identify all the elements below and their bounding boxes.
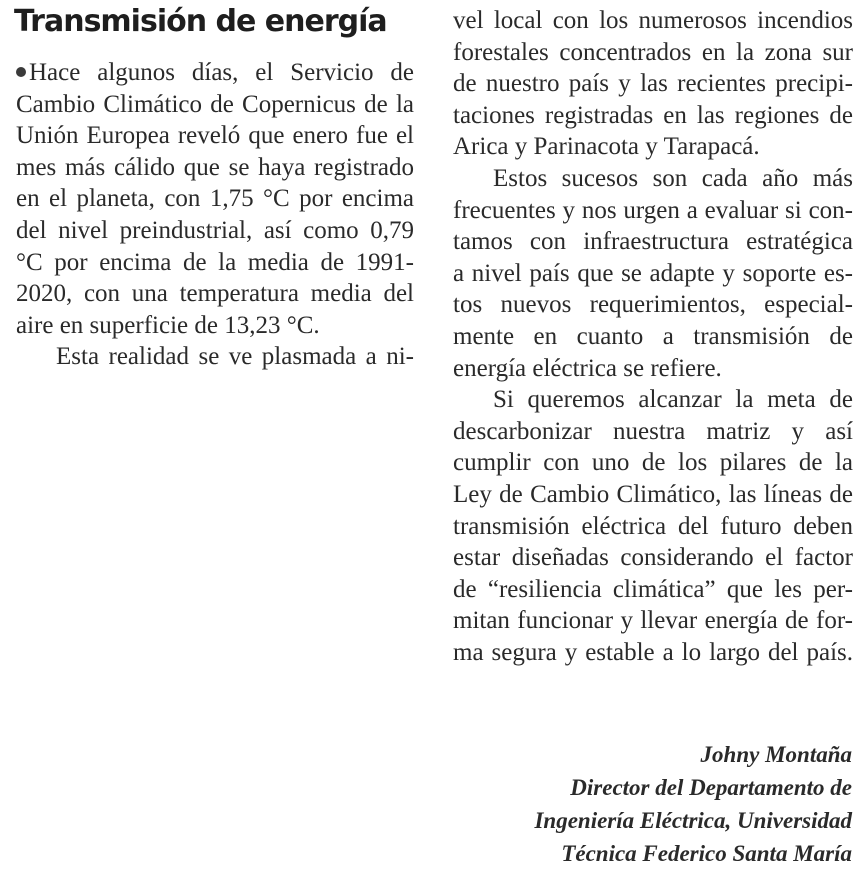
text-line: a nivel país que se adapte y soporte es-: [453, 259, 853, 287]
text-line: °C por encima de la media de 1991-: [16, 248, 414, 276]
text-line: [16, 57, 414, 89]
text-line: del nivel preindustrial, así como 0,79: [16, 216, 414, 244]
text-line: transmisión eléctrica del futuro deben: [453, 512, 853, 540]
text-line: taciones registradas en las regiones de: [453, 101, 853, 129]
left-column: [16, 57, 414, 373]
text-line: aire en superficie de 13,23 °C.: [16, 311, 320, 339]
text-line: ma segura y estable a lo largo del país.: [453, 638, 853, 666]
text-line: de “resiliencia climática” que les per-: [453, 575, 853, 603]
text-line-content: Hace algunos días, el Servicio de: [29, 59, 414, 86]
text-line: tamos con infraestructura estratégica: [453, 228, 853, 256]
text-line: mes más cálido que se haya registrado: [16, 153, 414, 181]
text-line: estar diseñadas considerando el factor: [453, 544, 853, 572]
text-line: energía eléctrica se refiere.: [453, 354, 722, 382]
text-line: Arica y Parinacota y Tarapacá.: [453, 133, 760, 161]
author-name: Johny Montaña: [700, 742, 852, 767]
text-line: frecuentes y nos urgen a evaluar si con-: [453, 196, 853, 224]
right-column: [453, 5, 853, 668]
author-signature: [432, 738, 852, 870]
author-title: Director del Departamento de: [570, 775, 852, 800]
text-line: mente en cuanto a transmisión de: [453, 322, 853, 350]
text-line: de nuestro país y las recientes precipi-: [453, 70, 853, 98]
author-institution: Técnica Federico Santa María: [561, 841, 852, 866]
text-line: mitan funcionar y llevar energía de for-: [453, 607, 853, 635]
author-affiliation: Ingeniería Eléctrica, Universidad: [534, 808, 852, 833]
text-line: vel local con los numerosos incendios: [453, 7, 853, 34]
text-line: descarbonizar nuestra matriz y así: [453, 417, 853, 445]
bullet-icon: [16, 67, 26, 77]
text-line: 2020, con una temperatura media del: [16, 280, 414, 308]
text-line: forestales concentrados en la zona sur: [453, 38, 853, 66]
article-title: Transmisión de energía: [14, 4, 387, 39]
text-line: Ley de Cambio Climático, las líneas de: [453, 480, 853, 508]
text-line: Cambio Climático de Copernicus de la: [16, 90, 414, 118]
text-line: cumplir con uno de los pilares de la: [453, 449, 853, 477]
text-line: tos nuevos requerimientos, especial-: [453, 291, 853, 319]
text-line: en el planeta, con 1,75 °C por encima: [16, 185, 414, 213]
text-line: Unión Europea reveló que enero fue el: [16, 122, 414, 150]
text-line: Estos sucesos son cada año más: [493, 164, 853, 192]
text-line: Esta realidad se ve plasmada a ni-: [56, 343, 414, 371]
text-line: Si queremos alcanzar la meta de: [493, 386, 853, 414]
